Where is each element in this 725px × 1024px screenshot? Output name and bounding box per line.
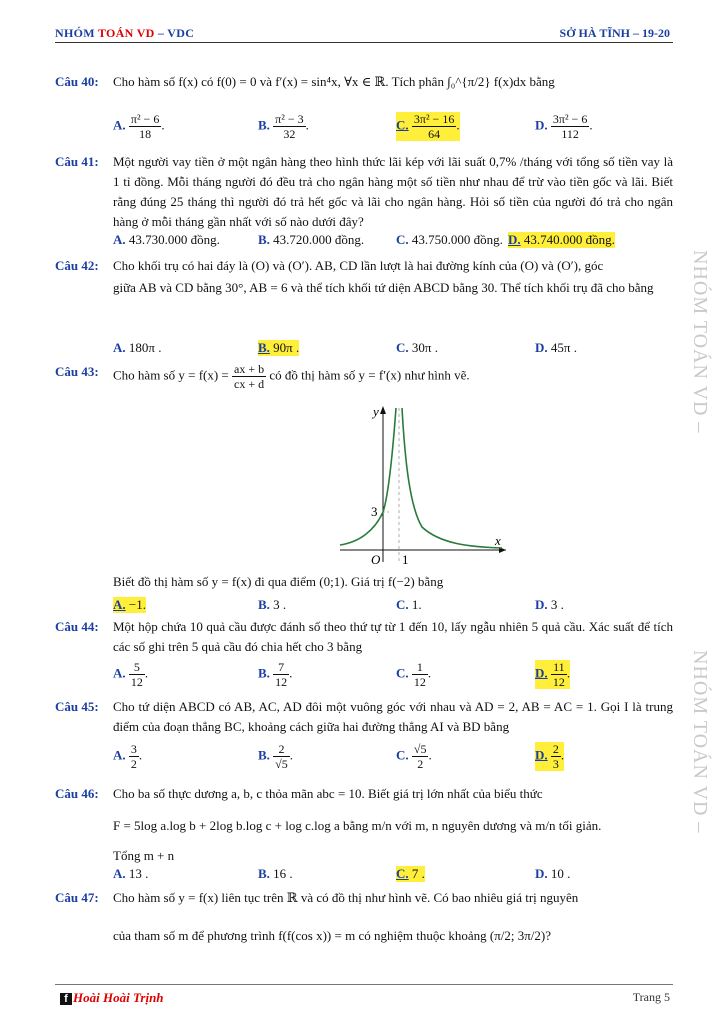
answer-44-d[interactable]: D. $\frac{11}{12}$ .	[535, 660, 571, 689]
page-number: Trang 5	[632, 990, 670, 1004]
answer-43-d[interactable]: D. 3 .	[535, 597, 564, 612]
answer-45-d[interactable]: D. $\frac{2}{3}$ .	[535, 742, 565, 771]
answer-46-d[interactable]: D. 10 .	[535, 866, 571, 881]
answer-42-c[interactable]: C. 30π .	[396, 340, 438, 355]
answer-46-a[interactable]: A. 13 .	[113, 866, 149, 881]
answer-44-c[interactable]: C. $\frac{1}{12}$ .	[396, 660, 432, 689]
answer-40-a[interactable]: A. $\frac{\text{π² − 6}}{18}$ .	[113, 112, 165, 141]
answer-43-a[interactable]: A. −1.	[113, 597, 146, 612]
origin-label: O	[371, 552, 381, 567]
answer-41-c[interactable]: C. 43.750.000 đồng.	[396, 232, 503, 247]
question-41: Câu 41: Một người vay tiền ở một ngân hàng theo hình thức lãi kép với lãi suất 0,7% /tháng với tổng số tiền vay là 1 tỉ đồng. Mỗi tháng người đó đều trả cho ngân hàng một số tiền như nhau để trừ vào tiền gốc và lãi. Biết rằng đúng 25 tháng thì người đó trả hết gốc và lãi cho ngân hàng. Hỏi số tiền của người đó trả cho ngân hàng ở mỗi tháng gần nhất với số nào dưới đây?	[55, 154, 673, 229]
answer-45-b[interactable]: B. $\frac{2}{√5}$ .	[258, 742, 294, 771]
footer-author[interactable]: f Hoài Hoài Trịnh	[60, 990, 164, 1006]
question-40: Câu 40: Cho hàm số f(x) có f(0) = 0 và f′(x) = sin⁴x, ∀x ∈ ℝ. Tích phân ∫₀^{π/2} f(x)dx bằng	[55, 74, 555, 89]
question-43: Câu 43: Cho hàm số y = f(x) = $\frac{ax + b}{cx + d}$ có đồ thị hàm số y = f′(x) như hình vẽ.	[55, 362, 470, 391]
answer-44-b[interactable]: B. $\frac{7}{12}$ .	[258, 660, 293, 689]
question-46: Câu 46: Cho ba số thực dương a, b, c thỏa mãn abc = 10. Biết giá trị lớn nhất của biểu thức F = 5log a.log b + 2log b.log c + log c.log a bằng m/n với m, n nguyên dương và m/n tối giản. Tổng m + n	[55, 786, 602, 863]
watermark-1: NHÓM TOÁN VD –	[689, 250, 711, 434]
y-axis-label: y	[373, 404, 379, 419]
question-43-prompt: Biết đồ thị hàm số y = f(x) đi qua điểm (0;1). Giá trị f(−2) bằng	[113, 574, 444, 589]
footer-divider	[55, 984, 673, 985]
answer-45-c[interactable]: C. $\frac{√5}{2}$ .	[396, 742, 432, 771]
answer-40-c[interactable]: C. $\frac{\text{3π² − 16}}{64}$ .	[396, 112, 460, 141]
facebook-icon: f	[60, 993, 72, 1005]
answer-42-a[interactable]: A. 180π .	[113, 340, 162, 355]
header-source: SỞ HÀ TĨNH – 19-20	[559, 26, 670, 40]
answer-41-d[interactable]: D. 43.740.000 đồng.	[508, 232, 615, 247]
question-45: Câu 45: Cho tứ diện ABCD có AB, AC, AD đôi một vuông góc với nhau và AD = 2, AB = AC = 1. Gọi I là trung điểm của đoạn thẳng BC, khoảng cách giữa hai đường thẳng AI và BD bằng	[55, 699, 673, 734]
answer-46-c[interactable]: C. 7 .	[396, 866, 425, 881]
x-axis-label: x	[495, 533, 501, 548]
answer-41-a[interactable]: A. 43.730.000 đồng.	[113, 232, 220, 247]
y-tick-label: 3	[371, 504, 378, 519]
answer-40-b[interactable]: B. $\frac{\text{π² − 3}}{32}$ .	[258, 112, 309, 141]
derivative-graph	[330, 402, 510, 567]
question-44: Câu 44: Một hộp chứa 10 quả cầu được đánh số theo thứ tự từ 1 đến 10, lấy ngẫu nhiên 5 quả cầu. Xác suất để tích các số ghi trên 5 quả cầu đó chia hết cho 3 bằng	[55, 619, 673, 654]
curve-right	[402, 408, 502, 548]
x-tick-label: 1	[402, 552, 409, 567]
header-group: NHÓM TOÁN VD – VDC	[55, 26, 195, 40]
answer-41-b[interactable]: B. 43.720.000 đồng.	[258, 232, 365, 247]
answer-43-b[interactable]: B. 3 .	[258, 597, 287, 612]
answer-44-a[interactable]: A. $\frac{5}{12}$ .	[113, 660, 149, 689]
question-42: Câu 42: Cho khối trụ có hai đáy là (O) và (O′). AB, CD lần lượt là hai đường kính của (O) và (O′), góc giữa AB và CD bằng 30°, AB = 6 và thể tích khối tứ diện ABCD bằng 30. Thể tích khối trụ đã cho bằng	[55, 258, 654, 295]
answer-42-d[interactable]: D. 45π .	[535, 340, 577, 355]
answer-43-c[interactable]: C. 1.	[396, 597, 422, 612]
answer-45-a[interactable]: A. $\frac{3}{2}$ .	[113, 742, 143, 771]
answer-46-b[interactable]: B. 16 .	[258, 866, 293, 881]
header-divider	[55, 42, 673, 43]
question-47: Câu 47: Cho hàm số y = f(x) liên tục trên ℝ và có đồ thị như hình vẽ. Có bao nhiêu giá trị nguyên của tham số m để phương trình f(f(cos x)) = m có nghiệm thuộc khoảng (π/2; 3π/2)?	[55, 890, 579, 943]
watermark-2: NHÓM TOÁN VD –	[689, 650, 711, 834]
curve-left	[340, 408, 396, 545]
y-axis-arrow-icon	[380, 406, 386, 414]
answer-40-d[interactable]: D. $\frac{\text{3π² − 6}}{112}$ .	[535, 112, 593, 141]
answer-42-b[interactable]: B. 90π .	[258, 340, 300, 355]
